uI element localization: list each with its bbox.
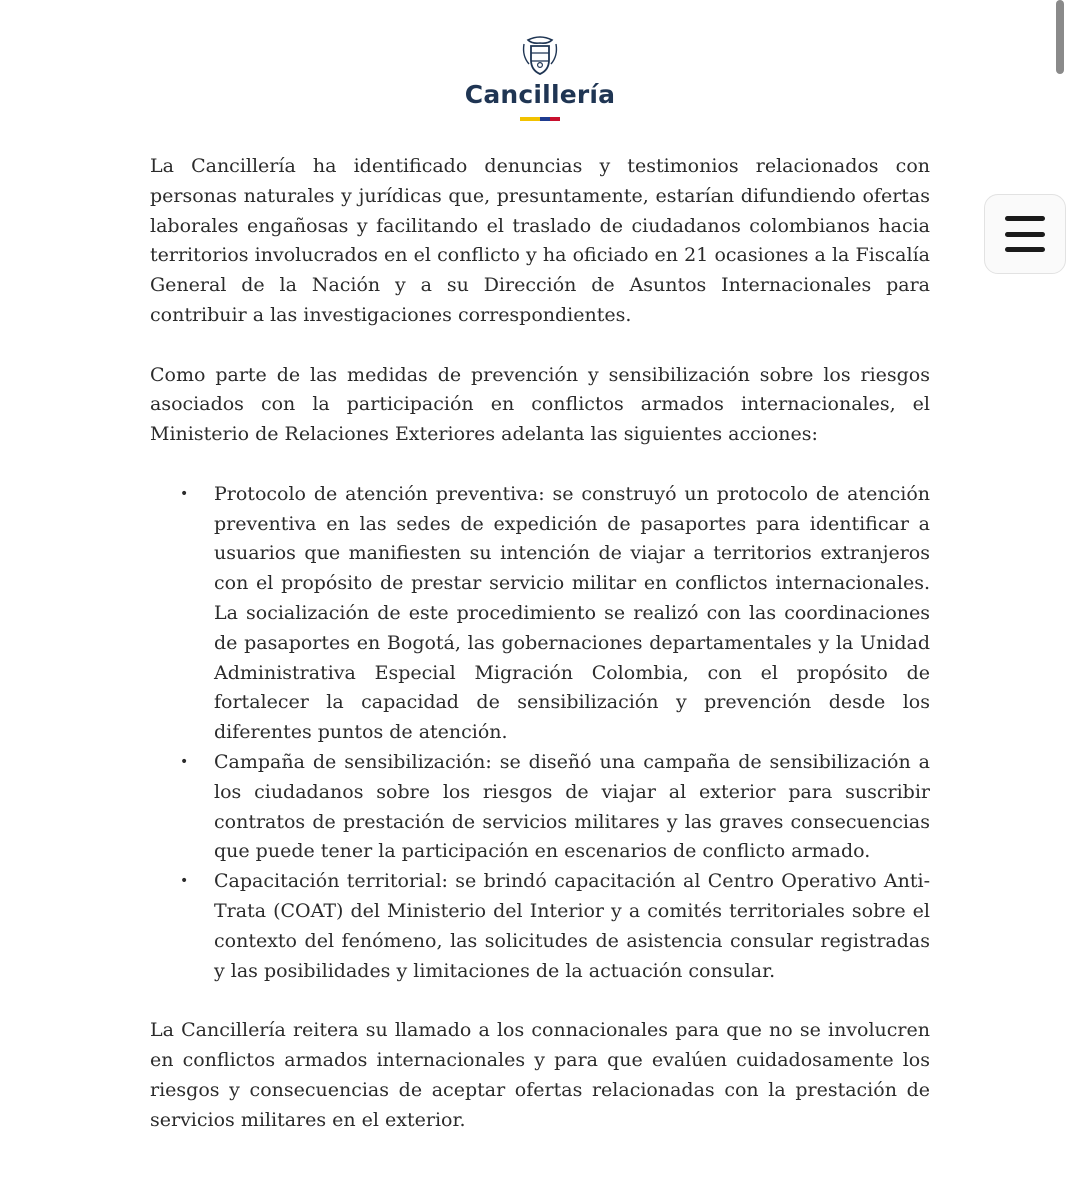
- flag-stripe-blue: [540, 117, 550, 121]
- menu-button[interactable]: [984, 194, 1066, 274]
- paragraph-closing: La Cancillería reitera su llamado a los connacionales para que no se involucren en conflictos armados internacionales y para que evalúen cuidadosamente los riesgos y consecuencias de aceptar ofertas relacionadas con la prestación de servicios militares en el exterior.: [150, 1019, 930, 1131]
- brand-title: Cancillería: [464, 80, 616, 109]
- list-item-text: Protocolo de atención preventiva: se construyó un protocolo de atención preventiva en las sedes de expedición de pasaportes para identificar a usuarios que manifiesten su intención de viajar a territorios extranjeros con el propósito de prestar servicio militar en conflictos internacionales. La socialización de este procedimiento se realizó con las coordinaciones de pasaportes en Bogotá, las gobernaciones departamentales y la Unidad Administrativa Especial Migración Colombia, con el propósito de fortalecer la capacidad de sensibilización y prevención desde los diferentes puntos de atención.: [214, 482, 930, 744]
- list-item: [180, 867, 930, 986]
- hamburger-menu-icon: [1005, 216, 1045, 252]
- header: [0, 34, 1080, 121]
- flag-stripe-red: [550, 117, 560, 121]
- list-item: [180, 480, 930, 748]
- flag-stripe-yellow: [520, 117, 540, 121]
- actions-list: [150, 480, 930, 987]
- paragraph-measures: Como parte de las medidas de prevención y sensibilización sobre los riesgos asociados con la participación en conflictos armados internacionales, el Ministerio de Relaciones Exteriores adelanta las siguientes acciones:: [150, 363, 930, 446]
- list-item-text: Capacitación territorial: se brindó capacitación al Centro Operativo Anti-Trata (COAT) del Ministerio del Interior y a comités territoriales sobre el contexto del fenómeno, las solicitudes de asistencia consular registradas y las posibilidades y limitaciones de la actuación consular.: [214, 870, 930, 982]
- list-item-text: Campaña de sensibilización: se diseñó una campaña de sensibilización a los ciudadanos sobre los riesgos de viajar al exterior para suscribir contratos de prestación de servicios militares y las graves consecuencias que puede tener la participación en escenarios de conflicto armado.: [214, 750, 930, 863]
- article-body: [150, 152, 930, 1165]
- bullet-icon: •: [180, 485, 189, 502]
- paragraph-intro: La Cancillería ha identificado denuncias y testimonios relacionados con personas naturales y jurídicas que, presuntamente, estarían difundiendo ofertas laborales engañosas y facilitando el traslado de ciudadanos colombianos hacia territorios involucrados en el conflicto y ha oficiado en 21 ocasiones a la Fiscalía General de la Nación y a su Dirección de Asuntos Internacionales para contribuir a las investigaciones correspondientes.: [150, 155, 930, 326]
- list-item: [180, 748, 930, 867]
- coat-of-arms-icon: [520, 34, 560, 78]
- bullet-icon: •: [180, 753, 189, 770]
- flag-bar: [520, 117, 560, 121]
- bullet-icon: •: [180, 873, 189, 890]
